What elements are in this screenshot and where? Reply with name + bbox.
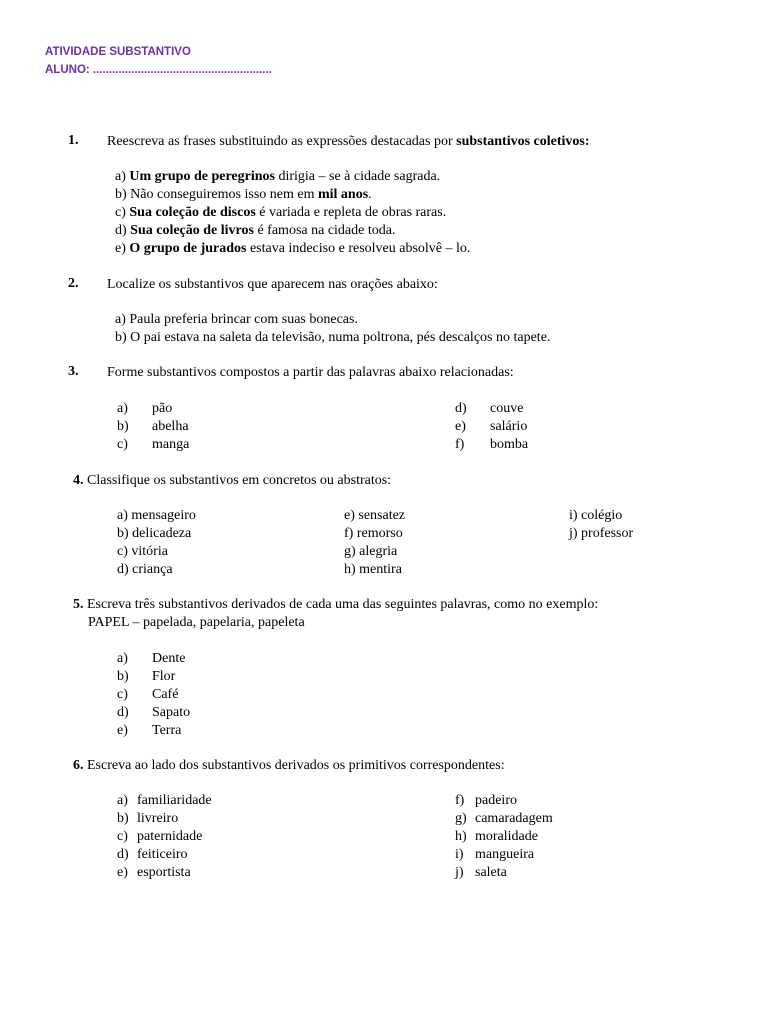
- question-1-item: [115, 168, 440, 186]
- question-6-letter: a): [117, 793, 128, 808]
- item-letter: e): [115, 241, 126, 256]
- question-4-item: e) sensatez: [344, 508, 406, 523]
- question-6-word: familiaridade: [137, 793, 212, 808]
- question-3-word: abelha: [152, 419, 189, 434]
- question-3-word: couve: [490, 401, 524, 416]
- question-3-prompt: Forme substantivos compostos a partir das palavras abaixo relacionadas:: [107, 365, 514, 380]
- question-5-text: Escreva três substantivos derivados de cada uma das seguintes palavras, como no exemplo:: [83, 597, 599, 612]
- item-letter: b): [115, 187, 127, 202]
- question-6-word: mangueira: [475, 847, 535, 862]
- question-3-letter: e): [455, 419, 466, 434]
- question-4-item: d) criança: [117, 562, 173, 577]
- question-3-letter: a): [117, 401, 128, 416]
- question-5-letter: d): [117, 705, 129, 720]
- question-6-word: paternidade: [137, 829, 203, 844]
- question-6-letter: b): [117, 811, 129, 826]
- question-6-word: livreiro: [137, 811, 179, 826]
- question-6-letter: i): [455, 847, 464, 862]
- question-4-item: i) colégio: [569, 508, 623, 523]
- item-text: .: [368, 187, 372, 202]
- item-letter: a): [115, 312, 126, 327]
- question-3-word: manga: [152, 437, 190, 452]
- question-6-number: 6.: [73, 758, 84, 773]
- item-bold-text: mil anos: [317, 187, 369, 202]
- question-3-word: pão: [152, 401, 173, 416]
- question-1-item: [115, 204, 446, 222]
- question-5-prompt: [73, 596, 598, 614]
- question-1-item: [115, 222, 395, 240]
- question-5-word: Café: [152, 687, 179, 702]
- question-4-prompt: [73, 472, 391, 490]
- question-6-prompt: [73, 757, 505, 775]
- question-3-letter: b): [117, 419, 129, 434]
- question-3-word: salário: [490, 419, 528, 434]
- question-3-letter: d): [455, 401, 467, 416]
- question-4-item: b) delicadeza: [117, 526, 192, 541]
- question-5-word: Terra: [152, 723, 182, 738]
- item-bold-text: Sua coleção de discos: [129, 205, 256, 220]
- question-4-item: g) alegria: [344, 544, 398, 559]
- question-6-letter: e): [117, 865, 128, 880]
- question-6-letter: f): [455, 793, 465, 808]
- question-4-item: c) vitória: [117, 544, 168, 559]
- item-text: dirigia – se à cidade sagrada.: [274, 169, 441, 184]
- question-3-letter: f): [455, 437, 465, 452]
- student-name-line: ALUNO: ........................................................: [45, 64, 272, 76]
- item-bold-text: Um grupo de peregrinos: [129, 169, 275, 184]
- worksheet-title: ATIVIDADE SUBSTANTIVO: [45, 46, 191, 58]
- question-5-letter: a): [117, 651, 128, 666]
- question-2-prompt: Localize os substantivos que aparecem nas orações abaixo:: [107, 277, 438, 292]
- question-5-letter: e): [117, 723, 128, 738]
- question-4-item: h) mentira: [344, 562, 402, 577]
- question-1-prompt: [107, 133, 590, 151]
- question-5-word: Flor: [152, 669, 176, 684]
- question-1-number: 1.: [68, 133, 79, 148]
- item-bold-text: Sua coleção de livros: [130, 223, 254, 238]
- question-5-number: 5.: [73, 597, 84, 612]
- question-6-text: Escreva ao lado dos substantivos derivados os primitivos correspondentes:: [83, 758, 505, 773]
- question-1-text: Reescreva as frases substituindo as expressões destacadas por: [107, 134, 457, 149]
- item-letter: c): [115, 205, 126, 220]
- question-6-word: camaradagem: [475, 811, 553, 826]
- question-3-number: 3.: [68, 364, 79, 379]
- question-5-word: Dente: [152, 651, 186, 666]
- question-1-item: [115, 240, 470, 258]
- item-text: é famosa na cidade toda.: [253, 223, 396, 238]
- question-5-letter: c): [117, 687, 128, 702]
- question-6-letter: h): [455, 829, 467, 844]
- question-3-letter: c): [117, 437, 128, 452]
- question-2-number: 2.: [68, 276, 79, 291]
- question-1-bold: substantivos coletivos:: [456, 134, 590, 149]
- question-6-letter: c): [117, 829, 128, 844]
- question-6-word: feiticeiro: [137, 847, 188, 862]
- item-text: é variada e repleta de obras raras.: [255, 205, 447, 220]
- question-4-item: f) remorso: [344, 526, 403, 541]
- question-4-item: j) professor: [569, 526, 634, 541]
- question-6-word: padeiro: [475, 793, 517, 808]
- question-6-word: saleta: [475, 865, 507, 880]
- item-text: Não conseguiremos isso nem em: [130, 187, 318, 202]
- question-6-word: esportista: [137, 865, 191, 880]
- item-text: estava indeciso e resolveu absolvê – lo.: [246, 241, 471, 256]
- question-4-text: Classifique os substantivos em concretos ou abstratos:: [83, 473, 392, 488]
- question-6-letter: j): [455, 865, 464, 880]
- question-1-item: [115, 186, 372, 204]
- question-6-word: moralidade: [475, 829, 538, 844]
- item-text: Paula preferia brincar com suas bonecas.: [129, 312, 358, 327]
- item-letter: d): [115, 223, 127, 238]
- item-letter: b): [115, 330, 127, 345]
- question-5-word: Sapato: [152, 705, 191, 720]
- item-text: O pai estava na saleta da televisão, numa poltrona, pés descalços no tapete.: [130, 330, 551, 345]
- question-4-number: 4.: [73, 473, 84, 488]
- question-2-item: [115, 329, 550, 347]
- item-bold-text: O grupo de jurados: [129, 241, 247, 256]
- question-5-letter: b): [117, 669, 129, 684]
- question-3-word: bomba: [490, 437, 529, 452]
- question-4-item: a) mensageiro: [117, 508, 196, 523]
- question-6-letter: g): [455, 811, 467, 826]
- item-letter: a): [115, 169, 126, 184]
- question-5-example: PAPEL – papelada, papelaria, papeleta: [88, 615, 305, 630]
- question-2-item: [115, 311, 358, 329]
- question-6-letter: d): [117, 847, 129, 862]
